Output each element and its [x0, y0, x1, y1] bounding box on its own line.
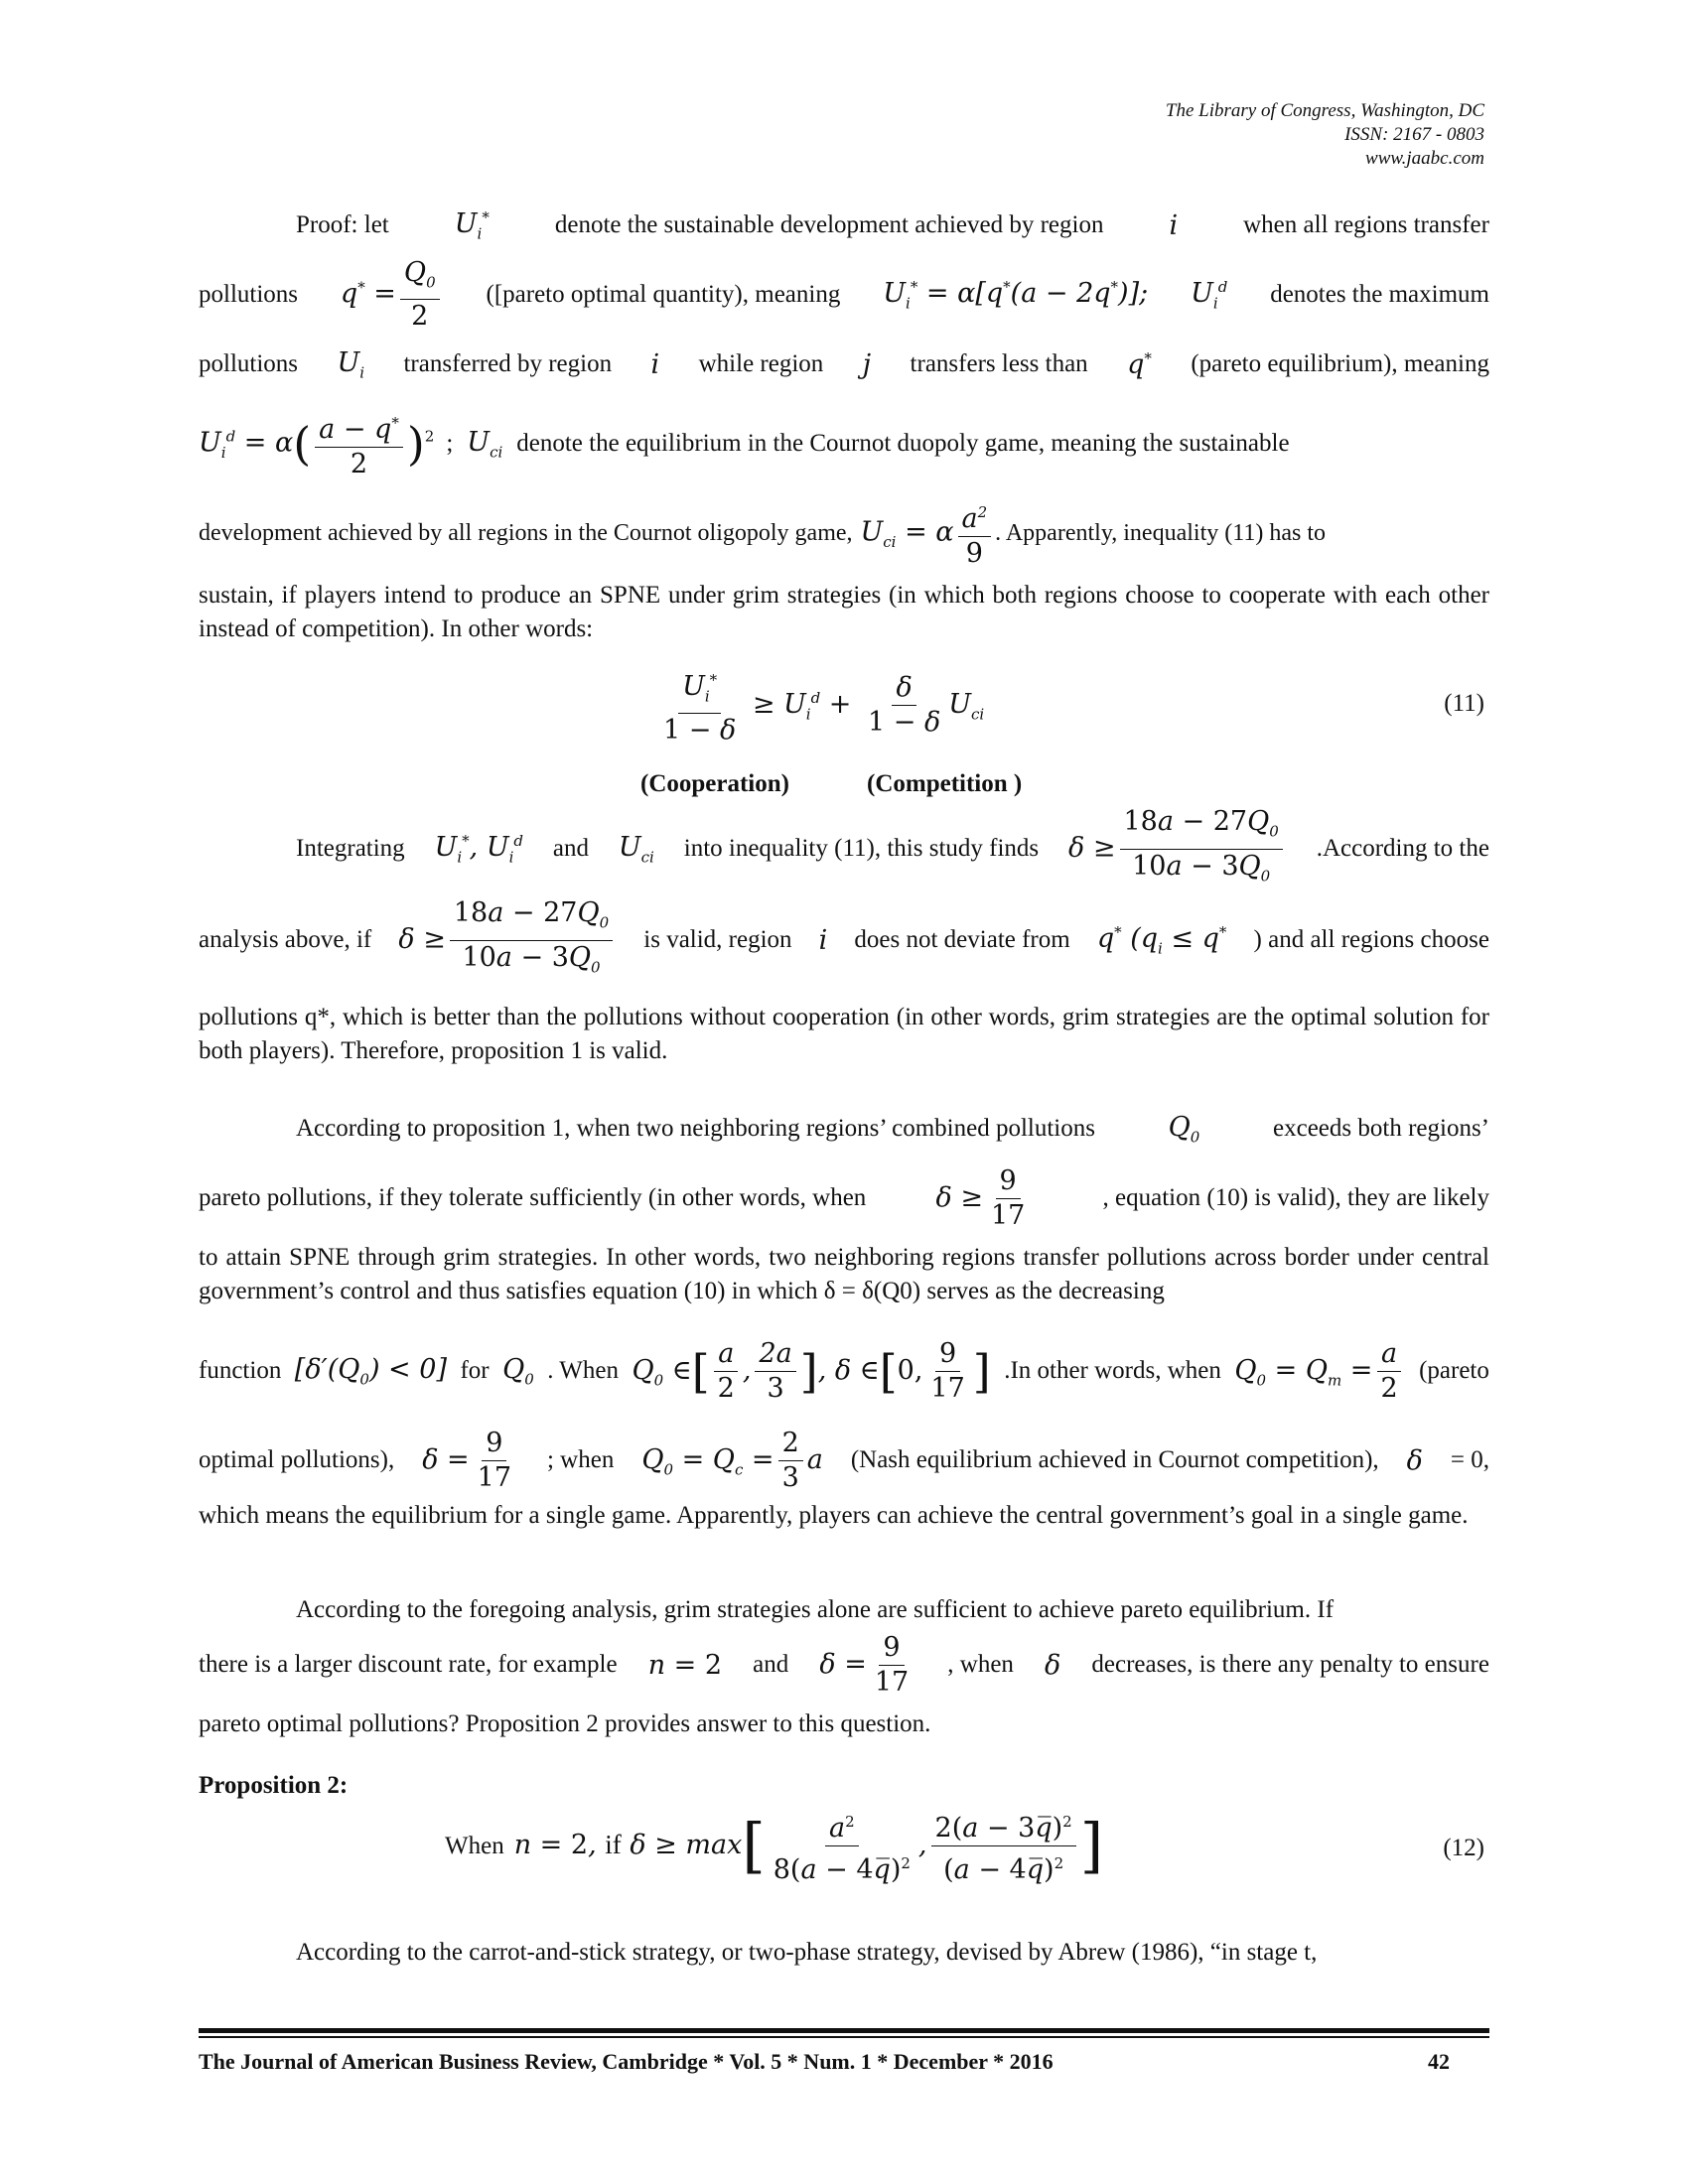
footer: [199, 2049, 1489, 2075]
proof-line-5: development achieved by all regions in the Cournot oligopoly game, $U_{ci} = \alpha$ $\frac{a^2}{9}$ . Apparently, inequality (11) has to: [199, 514, 1489, 552]
proof-paragraph-grim: sustain, if players intend to produce an SPNE under grim strategies (in which both regions choose to cooperate with each other instead of competition). In other words:: [199, 582, 1489, 642]
running-header: [1166, 99, 1484, 171]
page-number: 42: [1428, 2049, 1450, 2074]
equation-12: When n = 2, if δ ≥ max[ $\frac{a^2}{8(a - 4q̅)^2}$ , $\frac{2(a - 3q̅)^2}{(a - 4q̅)^2}$ ]: [445, 1805, 1103, 1887]
function-line: function $[\delta'(Q_0) < 0]$ for $Q_0$ . When $Q_0$ ∈[ $\frac{a}{2}$ , $\frac{2a}{3}$ ], δ ∈[0, $\frac{9}{17}$ ] .In other words, when $Q_0 = Q_m$ = $\frac{a}{2}$ (pareto: [199, 1337, 1489, 1404]
footer-journal: The Journal of American Business Review, Cambridge * Vol. 5 * Num. 1 * December * 2016: [199, 2049, 1054, 2074]
equation-11: $\frac{U_i^*}{1 - \delta}$ ≥ $U_i^d$ + $\frac{\delta}{1 - \delta}$ $U_{ci}$: [655, 663, 984, 748]
analysis-line: analysis above, if δ ≥ $\frac{18a - 27Q_0}{10a - 3Q_0}$ is valid, region i does not deviate from q* ($q_i \le q^*$ ) and all regions choose: [199, 897, 1489, 976]
equation-11-number: (11): [1444, 690, 1484, 717]
label-competition: (Competition ): [867, 770, 1023, 797]
proposition-2-heading: Proposition 2:: [199, 1772, 349, 1799]
discount-rate-line: there is a larger discount rate, for example n = 2 and δ = $\frac{9}{17}$ , when δ decreases, is there any penalty to ensure: [199, 1631, 1489, 1698]
proof-line-4: $U_i^d = \alpha$( $\frac{a - q^*}{2}$ )$^2$ ; $U_{ci}$ denote the equilibrium in the Cournot duopoly game, meaning the sustainable: [199, 425, 1489, 463]
header-line-3: www.jaabc.com: [1365, 148, 1484, 169]
proof-line-3: pollutions $U_i$ transferred by region i while region j transfers less than q* (pareto equilibrium), meaning: [199, 346, 1489, 382]
footer-rule-thick: [199, 2028, 1489, 2033]
pollutions-paragraph: pollutions q*, which is better than the pollutions without cooperation (in other words, grim strategies are the optimal solution for both players). Therefore, proposition 1 is valid.: [199, 1004, 1489, 1064]
proof-line-1: Proof: let $U_i^*$ denote the sustainable development achieved by region i when all regions transfer: [296, 207, 1489, 243]
optimal-pollutions-line: optimal pollutions), δ = $\frac{9}{17}$ ; when $Q_0 = Q_c$ = $\frac{2}{3}$ a (Nash equilibrium achieved in Cournot competition), δ = 0,: [199, 1427, 1489, 1493]
carrot-stick-line: According to the carrot-and-stick strategy, or two-phase strategy, devised by Abrew (1986), “in stage t,: [296, 1939, 1318, 1966]
pareto-pollutions-line: pareto pollutions, if they tolerate sufficiently (in other words, when δ ≥ $\frac{9}{17}$ , equation (10) is valid), they are likely: [199, 1164, 1489, 1231]
grim-strategies-paragraph: to attain SPNE through grim strategies. In other words, two neighboring regions transfer pollutions across border under central government’s control and thus satisfies equation (10) in which δ = δ(Q0) serves as the decreasing: [199, 1244, 1489, 1304]
equation-12-number: (12): [1443, 1835, 1484, 1861]
foregoing-analysis-line: According to the foregoing analysis, grim strategies alone are sufficient to achieve pareto equilibrium. If: [296, 1596, 1335, 1623]
single-game-paragraph: which means the equilibrium for a single game. Apparently, players can achieve the central government’s goal in a single game.: [199, 1502, 1469, 1529]
proof-line-2: pollutions q* = $\frac{Q_0}{2}$ ([pareto optimal quantity), meaning $U_i^* = \alpha[q^*(a - 2q^*)]$; $U_i^d$ denotes the maximum: [199, 256, 1489, 333]
header-line-2: ISSN: 2167 - 0803: [1344, 124, 1484, 145]
proposition1-line: According to proposition 1, when two neighboring regions’ combined pollutions $Q_0$ exceeds both regions’: [296, 1111, 1489, 1147]
header-line-1: The Library of Congress, Washington, DC: [1165, 100, 1484, 121]
question-line: pareto optimal pollutions? Proposition 2 provides answer to this question.: [199, 1710, 931, 1737]
integrating-line: Integrating $U_i^*$, $U_i^d$ and $U_{ci}$ into inequality (11), this study finds δ ≥ $\frac{18a - 27Q_0}{10a - 3Q_0}$ .According to the: [296, 806, 1489, 885]
label-cooperation: (Cooperation): [640, 770, 789, 797]
footer-rule-thin: [199, 2036, 1489, 2038]
